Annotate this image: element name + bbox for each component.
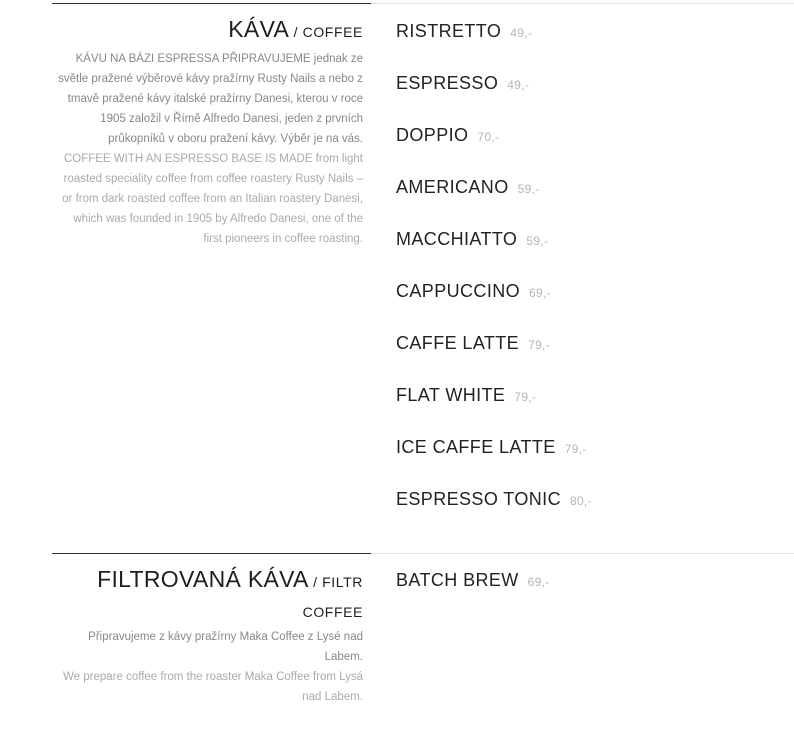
menu-item xyxy=(396,432,587,462)
menu-item-price: 79,- xyxy=(528,338,550,352)
menu-item xyxy=(396,484,592,514)
menu-item-name: RISTRETTO xyxy=(396,21,502,41)
section-title-sub-continued: COFFEE xyxy=(302,604,363,620)
section-title xyxy=(52,14,363,47)
section-title-sub: / FILTR xyxy=(308,574,363,590)
menu-item-name: MACCHIATTO xyxy=(396,229,518,249)
menu-item-name: DOPPIO xyxy=(396,125,469,145)
menu-item-price: 79,- xyxy=(514,390,537,404)
menu-item xyxy=(396,16,532,46)
menu-item-name: AMERICANO xyxy=(396,177,509,197)
menu-item xyxy=(396,276,551,306)
menu-item-name: BATCH BREW xyxy=(396,570,519,590)
menu-item-price: 70,- xyxy=(477,130,500,144)
section-title-sub: / COFFEE xyxy=(289,24,363,40)
section-description-en: COFFEE WITH AN ESPRESSO BASE IS MADE from light roasted speciality coffee from coffee roastery Rusty Nails – or from dark roasted coffee from an Italian roastery Danesi, which was founded in 1905 by Alfredo Danesi, one of the first pioneers in coffee roasting. xyxy=(62,153,363,245)
section-divider-light xyxy=(371,553,794,554)
menu-item-name: ICE CAFFE LATTE xyxy=(396,437,556,457)
menu-item-name: ESPRESSO TONIC xyxy=(396,489,561,509)
filter-coffee-section xyxy=(52,550,794,745)
coffee-section xyxy=(52,0,794,540)
menu-item xyxy=(396,172,540,202)
menu-item-name: FLAT WHITE xyxy=(396,385,506,405)
menu-item-price: 49,- xyxy=(510,26,533,40)
section-description-cs: KÁVU NA BÁZI ESPRESSA PŘIPRAVUJEME jednak ze světle pražené výběrové kávy pražírny Rusty Nails a nebo z tmavě pražené kávy italské pražírny Danesi, kterou v roce 1905 založil v Římě Alfredo Danesi, jeden z prvních průkopníků v oboru pražení kávy. Výběr je na vás. xyxy=(58,53,363,145)
menu-item-name: CAFFE LATTE xyxy=(396,333,520,353)
menu-item-price: 79,- xyxy=(564,442,587,456)
menu-item-name: CAPPUCCINO xyxy=(396,281,521,301)
menu-item-price: 69,- xyxy=(527,575,550,589)
menu-item xyxy=(396,380,536,410)
menu-item-name: ESPRESSO xyxy=(396,73,499,93)
menu-item xyxy=(396,120,499,150)
menu-item-price: 49,- xyxy=(507,78,530,92)
section-title-main: KÁVA xyxy=(228,16,290,42)
menu-item-price: 69,- xyxy=(529,286,551,300)
menu-item xyxy=(396,328,550,358)
section-divider-light xyxy=(371,3,794,4)
coffee-description-column xyxy=(52,14,363,249)
section-divider-dark xyxy=(52,3,371,4)
menu-item xyxy=(396,224,548,254)
menu-item-price: 80,- xyxy=(569,494,592,508)
menu-item-price: 59,- xyxy=(526,234,549,248)
filter-description-column xyxy=(52,564,363,707)
section-description-cs: Připravujeme z kávy pražírny Maka Coffee z Lysé nad Labem. xyxy=(88,631,363,663)
section-divider-dark xyxy=(52,553,371,554)
menu-item xyxy=(396,565,550,595)
menu-item-price: 59,- xyxy=(517,182,540,196)
section-title-main: FILTROVANÁ KÁVA xyxy=(97,566,309,592)
menu-item xyxy=(396,68,529,98)
section-description-en: We prepare coffee from the roaster Maka Coffee from Lysá nad Labem. xyxy=(63,671,363,703)
section-title xyxy=(52,564,363,597)
